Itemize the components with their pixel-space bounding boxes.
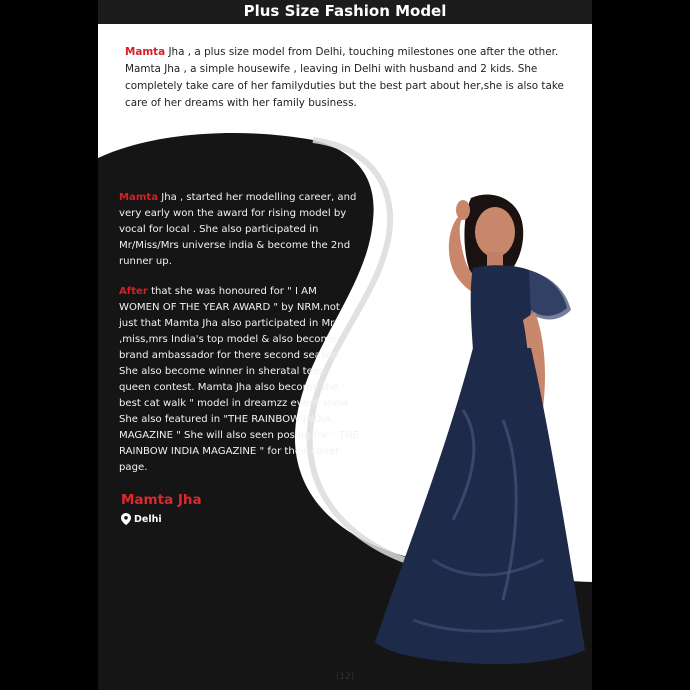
signature-name: Mamta Jha <box>121 492 202 508</box>
magazine-page <box>98 0 592 690</box>
map-pin-icon <box>121 513 131 525</box>
location-row <box>121 513 162 525</box>
page-number: (12) <box>335 672 355 682</box>
story-text-2: that she was honoured for " I AM WOMEN OF THE YEAR AWARD " by NRM.not just that Mamta Jha also participated in Mr ,miss,mrs India's top model & also become brand ambassador for there second season. She also become winner in sheratal teez queen contest. Mamta Jha also become the " best cat walk " model in dreamzz event show . She also featured in "THE RAINBOW INDIA MAGAZINE " She will also seen posing for " THE RAINBOW INDIA MAGAZINE " for their cover page. <box>119 286 359 473</box>
model-photo <box>353 180 592 670</box>
intro-text: Jha , a plus size model from Delhi, touching milestones one after the other. Mamta Jha , a simple housewife , leaving in Delhi with husband and 2 kids. She completely take care of her familyduties but the best part about her,she is also take care of her dreams with her family business. <box>125 46 564 109</box>
page-title: Plus Size Fashion Model <box>98 0 592 24</box>
story-paragraph-1 <box>119 190 359 270</box>
story-section <box>119 190 359 490</box>
location-text: Delhi <box>134 513 162 525</box>
story-paragraph-2 <box>119 284 359 476</box>
story-lead-1: Mamta <box>119 192 159 203</box>
story-lead-2: After <box>119 286 148 297</box>
story-text-1: Jha , started her modelling career, and very early won the award for rising model by vocal for local . She also participated in Mr/Miss/Mrs universe india & become the 2nd runner up. <box>119 192 357 267</box>
intro-name-highlight: Mamta <box>125 46 166 58</box>
intro-paragraph <box>125 44 565 112</box>
